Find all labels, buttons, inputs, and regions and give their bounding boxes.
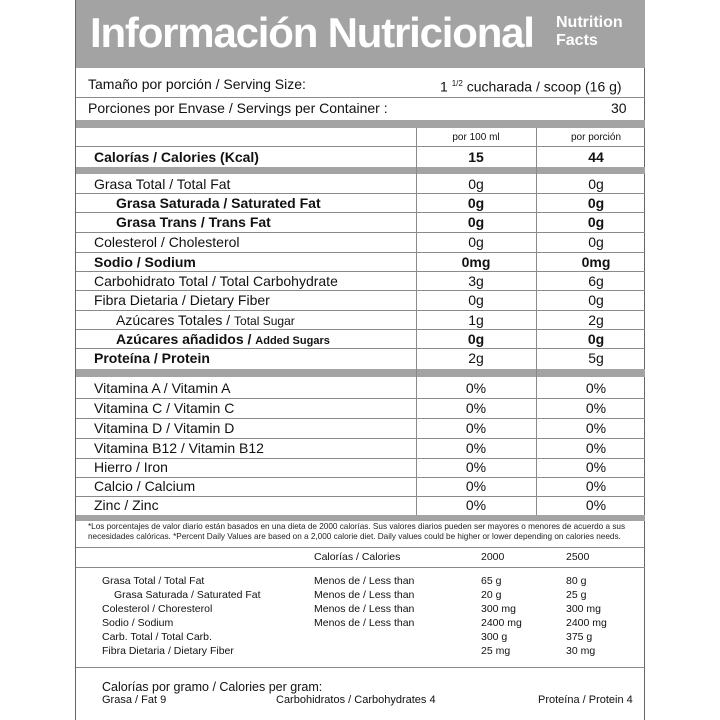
serving-size-value — [440, 74, 622, 97]
vitamin-row-label: Calcio / Calcium — [94, 478, 196, 494]
nutrient-row-per100: 0g — [467, 195, 485, 211]
vitamin-row-per100: 0% — [465, 459, 487, 475]
per-gram-title: Calorías por gramo / Calories per gram: — [102, 680, 323, 694]
footnote: *Los porcentajes de valor diario están basados en una dieta de 2000 calorías. Sus valores diarios pueden ser mayores o menores de acuerdo a sus necesidades calóricas. *Percent Daily Values are based on a 2,000 calorie diet. Daily values could be higher or lower depending on calories needs. — [88, 522, 626, 541]
nutrient-row-perserving: 5g — [588, 350, 604, 366]
nutrient-row-label: Colesterol / Cholesterol — [94, 234, 240, 250]
nutrient-row-label: Proteína / Protein — [94, 350, 210, 366]
vitamin-row-label: Vitamina C / Vitamin C — [94, 400, 235, 416]
nutrient-row-perserving: 6g — [588, 273, 604, 289]
vitamin-row-perserving: 0% — [585, 420, 607, 436]
nutrient-row-per100: 3g — [468, 273, 484, 289]
daily-row-2500: 2400 mg — [566, 617, 607, 629]
subtitle-line-2: Facts — [556, 32, 598, 49]
serving-size-prefix: 1 — [440, 78, 448, 95]
nutrient-row-label: Fibra Dietaria / Dietary Fiber — [94, 292, 270, 308]
daily-header-2000: 2000 — [481, 551, 505, 563]
per-gram-fat: Grasa / Fat 9 — [102, 694, 167, 706]
subtitle-line-1: Nutrition — [556, 14, 623, 31]
daily-row-limit: Menos de / Less than — [314, 589, 415, 601]
daily-row-2000: 300 g — [481, 631, 508, 643]
vitamin-row-per100: 0% — [465, 380, 487, 396]
thick-divider — [76, 369, 645, 377]
per-gram-protein: Proteína / Protein 4 — [538, 694, 633, 706]
nutrient-row-label: Sodio / Sodium — [94, 254, 196, 270]
nutrient-row-perserving: 0g — [587, 195, 605, 211]
nutrient-row-perserving: 0g — [588, 234, 604, 250]
nutrition-label: Información Nutricional Nutrition Facts Tamaño por porción / Serving Size: 1 $^{1/2}$ cucharada / scoop (16 g) Porciones por Envase / Servings per Container : 30 por 100 ml por porción Calorías / Calories (Kcal) 15 44 Grasa Total / Total Fat 0g 0g Grasa Saturada / Saturated Fat 0g 0g Grasa Trans / Trans Fat 0g 0g Colesterol / Cholesterol 0g 0g Sodio / Sodium 0mg 0mg Carbohidrato Total / Total Carbohydrate 3g 6g Fibra Dietaria / Dietary Fiber 0g 0g Azúcares Totales / Total Sugar 1g 2g Azúcares añadidos / Added Sugars 0g 0g Proteína / Protein 2g 5g Vitamina A / Vitamin A 0% 0% Vitamina C / Vitamin C 0% 0% Vitamina D / Vitamin D 0% 0% Vitamina B12 / Vitamin B12 0% 0% Hierro / Iron 0% 0% Calcio / Calcium 0% 0% Zinc / Zinc 0% 0% *Los porcentajes de valor diario están basados en una dieta de 2000 calorías. Sus valores diarios pueden ser mayores o menores de acuerdo a sus necesidades calóricas. *Percent Daily Values are based on a 2,000 calorie diet. Daily values could be higher or lower depending on calories needs. Calorías / Calories 2000 2500 Grasa Total / Total Fat Menos de / Less than 65 g 80 g Grasa Saturada / Saturated Fat Menos de / Less than 20 g 25 g Colesterol / Choresterol Menos de / Less than 300 mg 300 mg Sodio / Sodium Menos de / Less than 2400 mg 2400 mg Carb. Total / Total Carb. 300 g 375 g Fibra Dietaria / Dietary Fiber 25 mg 30 mg Calorías por gramo / Calories per gram: Grasa / Fat 9 Carbohidratos / Carbohydrates 4 Proteína / Protein 4 — [75, 0, 645, 720]
vitamin-row-perserving: 0% — [585, 380, 607, 396]
daily-header-2500: 2500 — [566, 551, 590, 563]
label-header — [76, 0, 645, 68]
nutrient-row-per100: 1g — [468, 312, 484, 328]
nutrient-row-per100: 0g — [468, 234, 484, 250]
vitamin-row-per100: 0% — [465, 497, 487, 513]
serving-size-rest: cucharada / scoop (16 g) — [466, 78, 622, 95]
daily-row-2000: 25 mg — [481, 645, 511, 657]
nutrient-row-perserving: 0g — [588, 176, 604, 192]
daily-row-limit: Menos de / Less than — [314, 617, 415, 629]
daily-row-label: Fibra Dietaria / Dietary Fiber — [102, 645, 234, 657]
vitamin-row-per100: 0% — [465, 440, 487, 456]
nutrient-row-per100: 2g — [468, 350, 484, 366]
servings-per-container-value: 30 — [611, 100, 627, 116]
serving-size-fraction: 1/2 — [451, 79, 463, 88]
per-gram-carbs: Carbohidratos / Carbohydrates 4 — [276, 694, 436, 706]
daily-row-2000: 300 mg — [481, 603, 517, 615]
thick-divider — [76, 120, 645, 128]
daily-row-2500: 25 g — [566, 589, 587, 601]
vitamin-row-label: Hierro / Iron — [94, 459, 168, 475]
column-divider — [416, 128, 417, 515]
nutrient-row-perserving: 0mg — [581, 254, 611, 270]
daily-row-limit: Menos de / Less than — [314, 603, 415, 615]
daily-row-label: Sodio / Sodium — [102, 617, 174, 629]
calories-per100: 15 — [468, 149, 484, 165]
thick-divider — [76, 515, 645, 521]
nutrient-row-perserving: 0g — [587, 331, 605, 347]
nutrient-row-label: Grasa Saturada / Saturated Fat — [116, 195, 321, 211]
daily-row-label: Grasa Saturada / Saturated Fat — [114, 589, 261, 601]
column-divider — [536, 128, 537, 515]
daily-row-limit: Menos de / Less than — [314, 575, 415, 587]
vitamin-row-label: Zinc / Zinc — [94, 497, 159, 513]
vitamin-row-label: Vitamina B12 / Vitamin B12 — [94, 440, 264, 456]
daily-row-2000: 2400 mg — [481, 617, 522, 629]
thick-divider — [76, 167, 645, 174]
daily-row-2000: 20 g — [481, 589, 502, 601]
daily-row-2500: 300 mg — [566, 603, 602, 615]
daily-header-label: Calorías / Calories — [314, 551, 401, 563]
nutrient-row-label: Grasa Trans / Trans Fat — [116, 214, 271, 230]
nutrient-row-per100: 0mg — [461, 254, 491, 270]
vitamin-row-label: Vitamina D / Vitamin D — [94, 420, 235, 436]
nutrient-row-per100: 0g — [468, 176, 484, 192]
vitamin-row-perserving: 0% — [585, 440, 607, 456]
nutrient-row-per100: 0g — [467, 331, 485, 347]
nutrient-row-per100: 0g — [468, 292, 484, 308]
nutrient-row-label: Azúcares Totales / Total Sugar — [116, 312, 295, 328]
serving-size-label: Tamaño por porción / Serving Size: — [88, 76, 306, 92]
nutrient-row-perserving: 2g — [588, 312, 604, 328]
calories-label: Calorías / Calories (Kcal) — [94, 149, 259, 165]
nutrient-row-perserving: 0g — [587, 214, 605, 230]
servings-per-container-label: Porciones por Envase / Servings per Container : — [88, 100, 388, 116]
label-subtitle — [556, 14, 623, 50]
vitamin-row-perserving: 0% — [585, 459, 607, 475]
daily-row-2500: 80 g — [566, 575, 587, 587]
vitamin-row-per100: 0% — [465, 400, 487, 416]
vitamin-row-label: Vitamina A / Vitamin A — [94, 380, 231, 396]
vitamin-row-perserving: 0% — [585, 400, 607, 416]
vitamin-row-perserving: 0% — [585, 497, 607, 513]
nutrient-row-label: Carbohidrato Total / Total Carbohydrate — [94, 273, 338, 289]
calories-perserving: 44 — [588, 149, 604, 165]
vitamin-row-perserving: 0% — [585, 478, 607, 494]
vitamin-row-per100: 0% — [465, 420, 487, 436]
label-title: Información Nutricional — [90, 9, 534, 56]
nutrient-row-label: Azúcares añadidos / Added Sugars — [116, 331, 330, 347]
nutrient-row-perserving: 0g — [588, 292, 604, 308]
vitamin-row-per100: 0% — [465, 478, 487, 494]
daily-row-label: Grasa Total / Total Fat — [102, 575, 205, 587]
daily-row-2500: 30 mg — [566, 645, 596, 657]
daily-row-label: Colesterol / Choresterol — [102, 603, 213, 615]
nutrient-row-per100: 0g — [467, 214, 485, 230]
daily-row-label: Carb. Total / Total Carb. — [102, 631, 212, 643]
nutrient-row-label: Grasa Total / Total Fat — [94, 176, 231, 192]
daily-row-2000: 65 g — [481, 575, 502, 587]
daily-row-2500: 375 g — [566, 631, 593, 643]
